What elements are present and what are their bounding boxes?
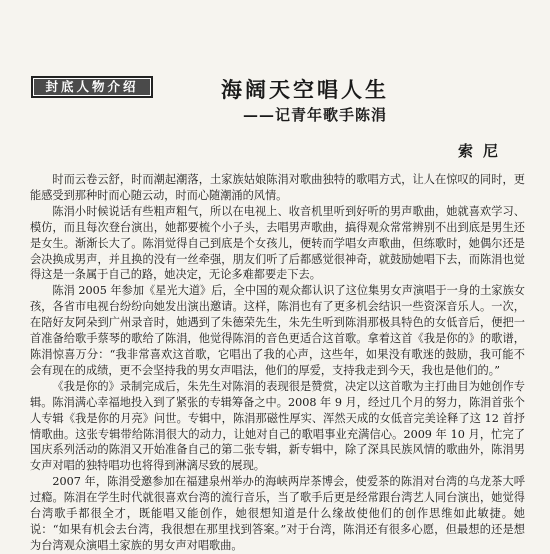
column-tag: 封底人物介绍 <box>31 76 153 98</box>
paragraph: 陈涓 2005 年参加《星光大道》后，全中国的观众都认识了这位集男女声演唱于一身的土家族女孩，各省市电视台纷纷向她发出演出邀请。这样，陈涓也有了更多机会结识一些资深音乐人。一次，在陪好友阿朵到广州录音时，她遇到了朱德荣先生，朱先生听到陈涓那极具特色的女低音后，便把一首准备给歌手蔡琴的歌给了陈涓，他觉得陈涓的音色更适合这首歌。拿着这首《我是你的》的歌谱，陈涓惊喜万分：“我非常喜欢这首歌，它唱出了我的心声，这些年，如果没有歌迷的鼓励，我可能不会有现在的成绩，更不会坚持我的男女声唱法，他们的厚爱，支持我走到今天，我也是他们的。” <box>30 284 525 377</box>
article-subtitle: ——记青年歌手陈涓 <box>242 106 387 124</box>
paragraph: 时而云卷云舒，时而潮起潮落，土家族姑娘陈涓对歌曲独特的歌唱方式，让人在惊叹的同时，更能感受到那种时而心随云动，时而心随潮涌的风情。 <box>30 173 525 202</box>
paragraph: 《我是你的》录制完成后，朱先生对陈涓的表现很是赞赏，决定以这首歌为主打曲目为她创作专辑。陈涓满心幸福地投入到了紧张的专辑筹备之中。2008 年 9 月，经过几个月的努力，陈涓首张个人专辑《我是你的月亮》问世。专辑中，陈涓那磁性厚实、浑然天成的女低音完美诠释了这 12 首抒情歌曲。这张专辑带给陈涓很大的动力，让她对自己的歌唱事业充满信心。2009 年 10 月，忙完了国庆系列活动的陈涓又开始准备自己的第二张专辑，新专辑中，除了深具民族风情的歌曲外，陈涓男女声对唱的独特唱功也将得到淋漓尽致的展现。 <box>30 379 525 473</box>
article-title: 海阔天空唱人生 <box>221 77 389 102</box>
paragraph: 陈涓小时候说话有些粗声粗气，所以在电视上、收音机里听到好听的男声歌曲，她就喜欢学习、模仿，而且每次登台演出，她都要梳个小子头，去唱男声歌曲，搞得观众常常辨别不出到底是男生还是女生。渐渐长大了。陈涓觉得自己到底是个女孩儿，便转而学唱女声歌曲，但练歌时，她偶尔还是会决换成男声，并且换的没有一丝牵强，朋友们听了后都感觉很神奇，就鼓励她唱下去，而陈涓也觉得这是一条属于自己的路，她决定，无论多难都要走下去。 <box>30 204 525 282</box>
article-body <box>30 172 525 554</box>
author-name: 索尼 <box>457 142 508 160</box>
paragraph: 2007 年，陈涓受邀参加在福建泉州举办的海峡两岸茶博会，使爱茶的陈涓对台湾的乌龙茶大呼过瘾。陈涓在学生时代就很喜欢台湾的流行音乐，当了歌手后更是经常跟台湾艺人同台演出，她觉得台湾歌手都很全才，既能唱又能创作，她很想知道是什么缘故使他们的创作思维如此敏捷。她说：“如果有机会去台湾，我很想在那里找到答案。”对于台湾，陈涓还有很多心愿，但最想的还是想为台湾观众演唱土家族的男女声对唱歌曲。 <box>30 475 525 552</box>
